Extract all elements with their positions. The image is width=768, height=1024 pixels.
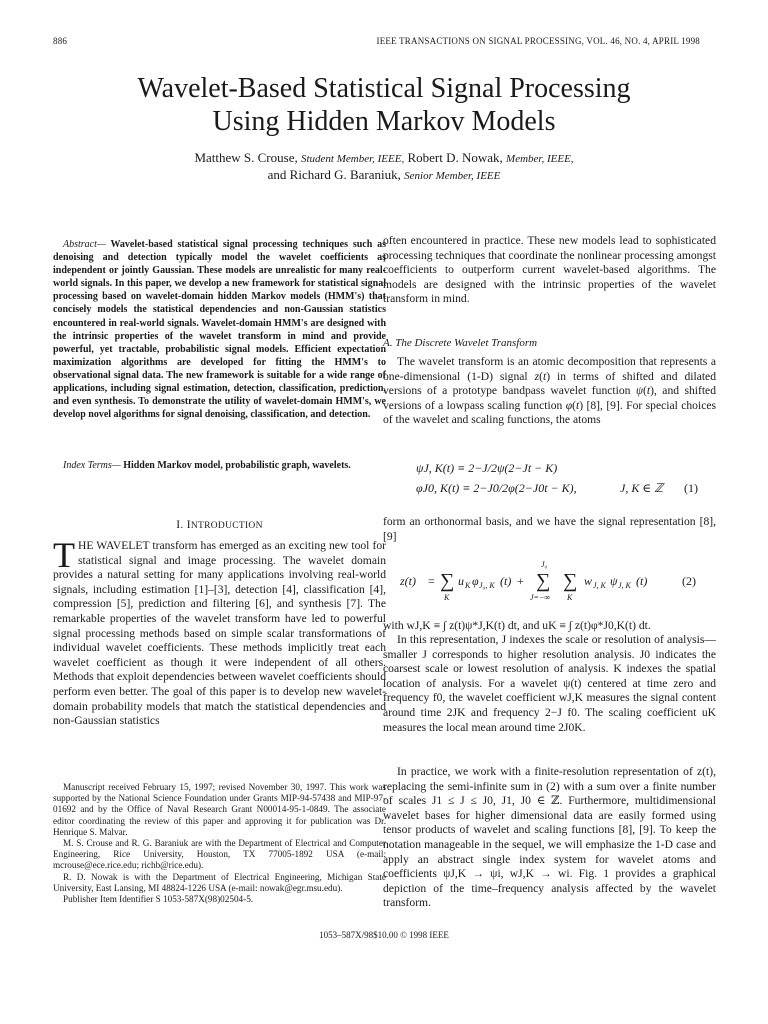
svg-text:φ: φ bbox=[472, 574, 479, 588]
equation-1-line-2: φJ0, K(t) ≡ 2−J0/2φ(2−J0t − K), bbox=[416, 481, 577, 495]
title-line-1: Wavelet-Based Statistical Signal Processing bbox=[137, 73, 631, 104]
svg-text:+: + bbox=[517, 574, 524, 588]
equation-1-line-1: ψJ, K(t) ≡ 2−J/2ψ(2−Jt − K) bbox=[416, 461, 558, 475]
author-1: Matthew S. Crouse, bbox=[194, 150, 298, 165]
footnote-publisher-id: Publisher Item Identifier S 1053-587X(98)02504-5. bbox=[63, 894, 254, 905]
svg-text:J, K: J, K bbox=[618, 581, 631, 590]
svg-text:u: u bbox=[458, 574, 464, 588]
dwt-text-b: in terms of shifted and dilated versions of a prototype bandpass wavelet function bbox=[383, 369, 717, 398]
copyright-line: 1053–587X/98$10.00 © 1998 IEEE bbox=[319, 930, 449, 940]
author-and: and bbox=[267, 167, 287, 182]
footnote bbox=[53, 782, 386, 905]
scale-text: In this representation, J indexes the scale or resolution of analysis—smaller J corresponds to higher resolution analysis. J0 indicates the coarsest scale or lowest resolution of analysis. K indexes the spatial location of analysis. For a wavelet ψ(t) centered at time zero and frequency f0, the wavelet coefficient wJ,K measures the signal content around time 2JK and frequency 2−J f0. The scaling coefficient uK measures the local mean around time 2J0K. bbox=[383, 633, 716, 734]
equation-2-graphic bbox=[398, 558, 708, 608]
svg-text:(t): (t) bbox=[636, 574, 648, 588]
scale-paragraph bbox=[383, 633, 716, 735]
equation-1-condition: J, K ∈ ℤ bbox=[620, 481, 664, 495]
dwt-text-c: , and shifted versions of a lowpass scaling function bbox=[383, 384, 716, 412]
abstract-text: Wavelet-based statistical signal processing techniques such as denoising and detection typically model the wavelet coefficients as independent or jointly Gaussian. These models are unrealistic for many real-world signals. In this paper, we develop a new framework for statistical signal processing based on wavelet-domain hidden Markov models (HMM's) that concisely models the statistical dependencies and non-Gaussian statistics encountered in real-world signals. Wavelet-domain HMM's are designed with the intrinsic properties of the wavelet transform in mind and provide powerful, yet tractable, probabilistic signal models. Efficient expectation maximization algorithms are developed for fitting the HMM's to observational signal data. The new framework is suitable for a wide range of applications, including signal estimation, detection, classification, prediction, and even synthesis. To demonstrate the utility of wavelet-domain HMM's, we develop novel algorithms for signal denoising, classification, and detection. bbox=[53, 239, 387, 421]
practice-text: In practice, we work with a finite-resolution representation of z(t), replacing the semi-infinite sum in (2) with a sum over a finite number of scales J1 ≤ J ≤ J0, J1, J0 ∈ ℤ. Furthermore, multidimensional wavelet bases for higher dimensional data are easily formed using tensor products of wavelet and scaling functions [8], [9]. To keep the notation manageable in the sequel, we will emphasize the 1-D case and apply an abstract single index system for wavelet atoms and coefficients ψJ,K → ψi, wJ,K → wi. Fig. 1 provides a graphical depiction of the time–frequency analysis affected by the wavelet transform. bbox=[383, 765, 716, 910]
svg-text:K: K bbox=[465, 581, 471, 590]
introduction-text bbox=[53, 535, 386, 729]
page-number: 886 bbox=[53, 36, 68, 46]
svg-text:J₀, K: J₀, K bbox=[479, 581, 495, 590]
with-line bbox=[383, 619, 716, 634]
right-continuation bbox=[383, 234, 716, 307]
author-1-role: Student Member, IEEE, bbox=[300, 153, 405, 165]
author-2-role: Member, IEEE, bbox=[506, 153, 574, 165]
abstract-label: Abstract— bbox=[63, 239, 106, 250]
svg-text:∑: ∑ bbox=[440, 570, 455, 592]
practice-paragraph bbox=[383, 765, 716, 911]
symbol-z-t: z bbox=[534, 369, 540, 383]
intro-body: transform has emerged as an exciting new tool for statistical signal and image processing. The wavelet domain provides a natural setting for many applications involving real-world signals, including estimation [1]–[3], detection [4], classification [4], compression [5], prediction and filtering [6], and synthesis [7]. The remarkable properties of the wavelet transform have led to powerful signal processing methods based on simple scalar transformations of individual wavelet coefficients. These methods implicitly treat each wavelet coefficient as though it were independent of all others. Methods that exploit dependencies between wavelet coefficients should perform even better. The goal of this paper is to develop new wavelet-domain probability models that match the statistical dependencies and non-Gaussian statistics bbox=[53, 539, 386, 728]
svg-text:z(t): z(t) bbox=[400, 574, 416, 588]
index-terms bbox=[53, 459, 386, 472]
basis-text: form an orthonormal basis, and we have the signal representation [8], [9] bbox=[383, 515, 716, 543]
section-title-rest: NTRODUCTION bbox=[190, 521, 263, 531]
journal-header: IEEE TRANSACTIONS ON SIGNAL PROCESSING, VOL. 46, NO. 4, APRIL 1998 bbox=[376, 36, 700, 46]
svg-text:∑: ∑ bbox=[536, 570, 551, 592]
section-title bbox=[53, 519, 386, 531]
abstract bbox=[53, 238, 386, 421]
svg-text:K: K bbox=[567, 593, 573, 602]
svg-text:K: K bbox=[444, 593, 450, 602]
author-list bbox=[0, 150, 768, 184]
equation-2 bbox=[398, 558, 708, 608]
dwt-text-d: [8], [9]. For special choices of the wavelet and scaling functions, the atoms bbox=[383, 398, 716, 427]
dwt-paragraph: The wavelet transform is an atomic decomposition that represents a one-dimensional (1-D) signal z(t) in terms of shifted and dilated versions of a prototype bandpass wavelet function ψ(t), and shifted versions of a lowpass scaling function φ(t) [8], [9]. For special choices of the wavelet and scaling functions, the atoms bbox=[383, 355, 717, 427]
equation-1-number: (1) bbox=[684, 481, 698, 495]
basis-paragraph bbox=[383, 515, 716, 544]
author-3: Richard G. Baraniuk, bbox=[289, 167, 401, 182]
footnote-affiliation-2: R. D. Nowak is with the Department of Electrical Engineering, Michigan State University, East Lansing, MI 48824-1226 USA (e-mail: nowak@egr.msu.edu). bbox=[53, 871, 386, 893]
author-2: Robert D. Nowak, bbox=[407, 150, 503, 165]
title-line-2: Using Hidden Markov Models bbox=[212, 106, 556, 137]
index-terms-text: Hidden Markov model, probabilistic graph, wavelets. bbox=[123, 460, 351, 471]
svg-text:w: w bbox=[584, 574, 593, 588]
svg-text:(t): (t) bbox=[500, 574, 512, 588]
svg-text:J₀: J₀ bbox=[541, 560, 548, 569]
drop-cap: T bbox=[53, 535, 75, 575]
dwt-text-a: The wavelet transform is an atomic decomposition that represents a one-dimensional (1-D) signal bbox=[383, 355, 716, 383]
intro-first-words: HE WAVELET bbox=[78, 539, 150, 552]
svg-text:∑: ∑ bbox=[563, 570, 578, 592]
index-terms-label: Index Terms— bbox=[63, 460, 121, 471]
svg-text:J=−∞: J=−∞ bbox=[530, 593, 551, 602]
continuation-paragraph: often encountered in practice. These new models lead to sophisticated processing techniques that coordinate the nonlinear processing amongst coefficients to outperform current wavelet-based algorithms. The models are designed with the intrinsic properties of the wavelet transform in mind. bbox=[383, 234, 716, 306]
svg-text:=: = bbox=[428, 574, 435, 588]
author-3-role: Senior Member, IEEE bbox=[404, 170, 501, 182]
with-definition: with wJ,K ≡ ∫ z(t)ψ*J,K(t) dt, and uK ≡ ∫ z(t)φ*J0,K(t) dt. bbox=[383, 619, 651, 632]
footnote-affiliation-1: M. S. Crouse and R. G. Baraniuk are with the Department of Electrical and Computer Engineering, Rice University, Houston, TX 77005-1892 USA (e-mail: mcrouse@ece.rice.edu; richb@rice.edu). bbox=[53, 838, 386, 871]
footnote-manuscript: Manuscript received February 15, 1997; revised November 30, 1997. This work was supported by the National Science Foundation under Grants MIP-94-57438 and MIP-97-01692 and by the Office of Naval Research Grant N00014-95-1-0849. The associate editor coordinating the review of this paper and approving it for publication was Dr. Henrique S. Malvar. bbox=[53, 782, 386, 837]
equation-2-number: (2) bbox=[682, 574, 696, 588]
svg-text:J, K: J, K bbox=[593, 581, 606, 590]
subsection-title: A. The Discrete Wavelet Transform bbox=[383, 337, 538, 349]
paper-title bbox=[0, 72, 768, 138]
svg-text:ψ: ψ bbox=[610, 574, 618, 588]
section-title-prefix: I. I bbox=[176, 519, 191, 531]
